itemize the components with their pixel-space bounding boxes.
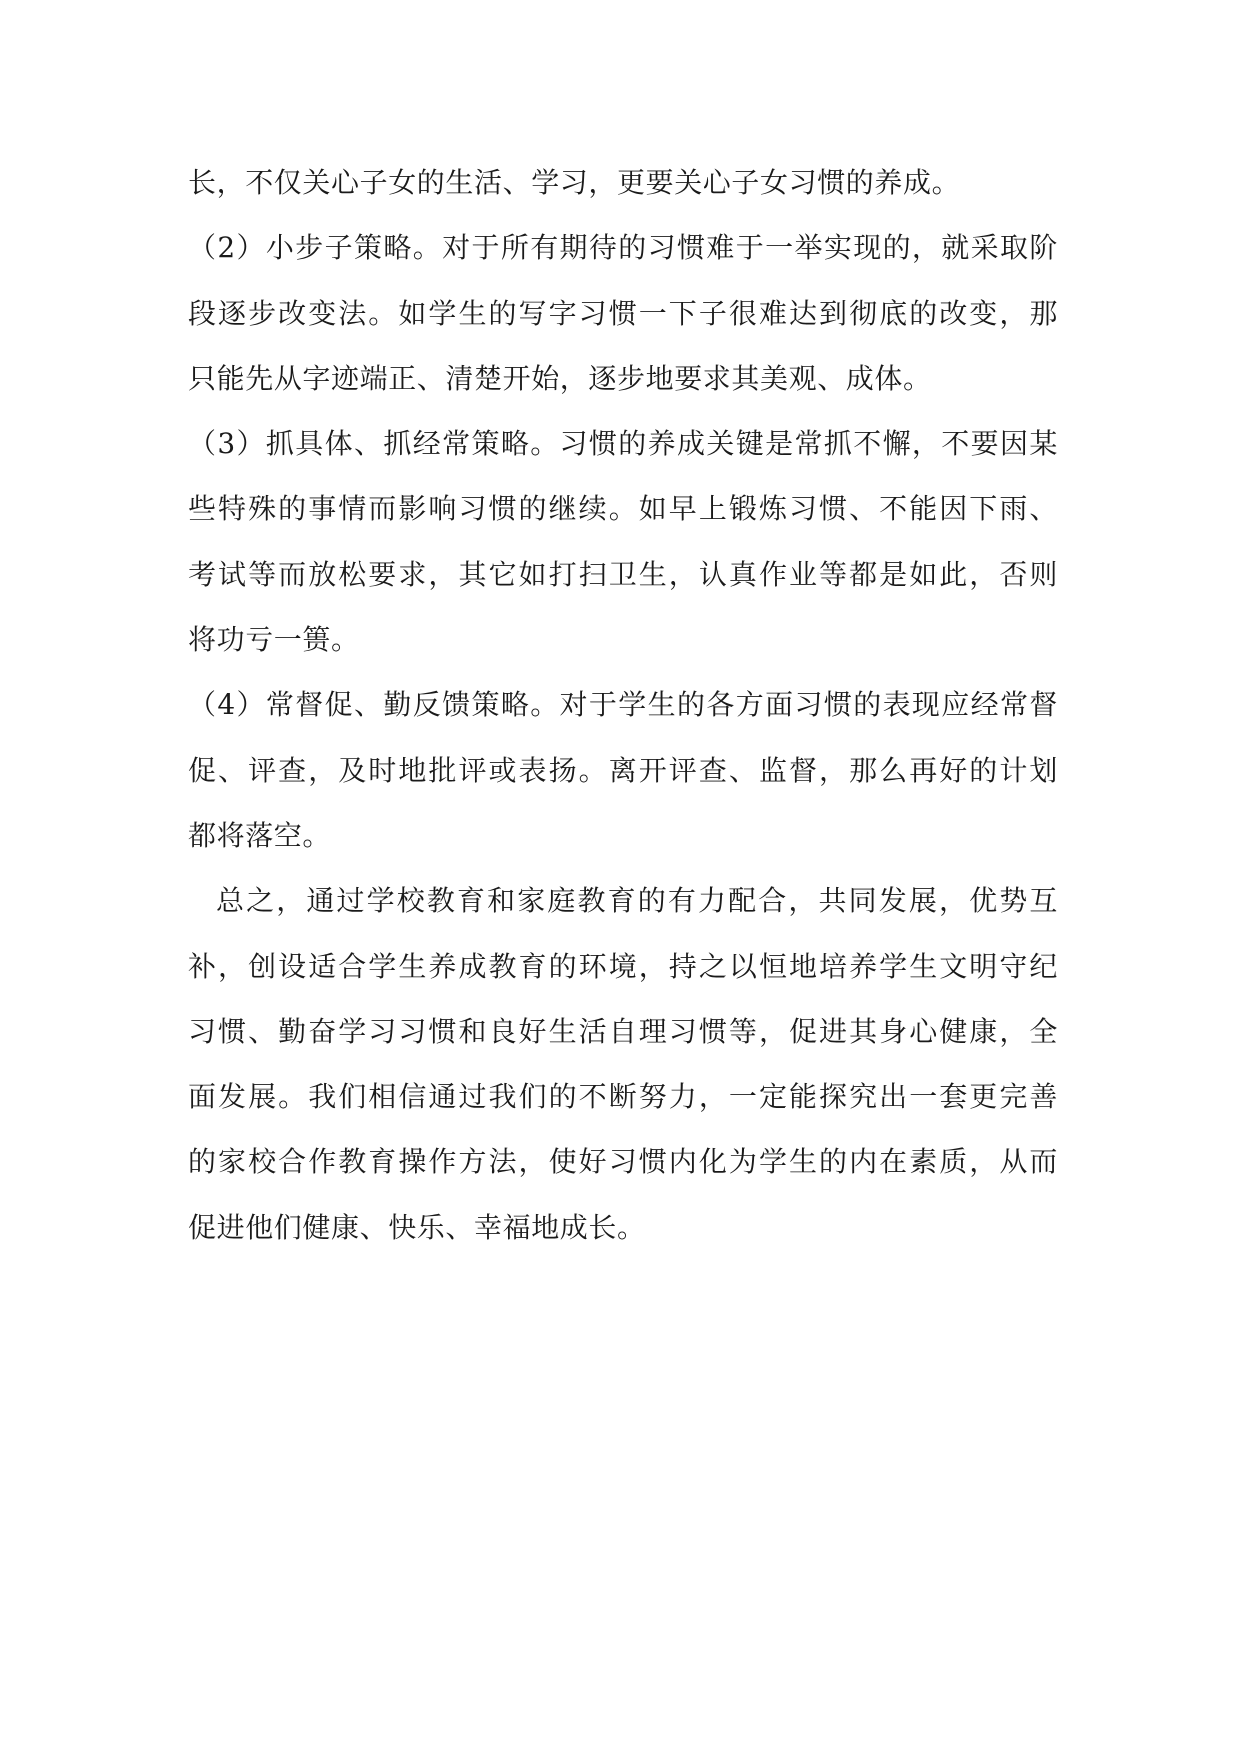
text-line: 习惯、勤奋学习习惯和良好生活自理习惯等，促进其身心健康，全: [188, 1014, 1058, 1048]
text-line: 都将落空。: [188, 818, 332, 852]
text-line: （4）常督促、勤反馈策略。对于学生的各方面习惯的表现应经常督: [188, 688, 1058, 722]
body-text: [188, 150, 1058, 1260]
text-line: 的家校合作教育操作方法，使好习惯内化为学生的内在素质，从而: [188, 1145, 1058, 1179]
text-line: 将功亏一篑。: [188, 623, 360, 657]
text-line: 段逐步改变法。如学生的写字习惯一下子很难达到彻底的改变，那: [188, 296, 1058, 330]
text-line: 长，不仅关心子女的生活、学习，更要关心子女习惯的养成。: [188, 166, 961, 199]
text-line: 补，创设适合学生养成教育的环境，持之以恒地培养学生文明守纪: [188, 949, 1058, 983]
text-line: 总之，通过学校教育和家庭教育的有力配合，共同发展，优势互: [216, 884, 1058, 918]
text-line: 些特殊的事情而影响习惯的继续。如早上锻炼习惯、不能因下雨、: [188, 492, 1058, 526]
text-line: 促、评查，及时地批评或表扬。离开评查、监督，那么再好的计划: [188, 753, 1058, 787]
text-line: 促进他们健康、快乐、幸福地成长。: [188, 1210, 646, 1244]
text-line: 只能先从字迹端正、清楚开始，逐步地要求其美观、成体。: [188, 361, 932, 395]
text-line: （3）抓具体、抓经常策略。习惯的养成关键是常抓不懈，不要因某: [188, 427, 1058, 461]
text-line: 考试等而放松要求，其它如打扫卫生，认真作业等都是如此，否则: [188, 557, 1058, 591]
text-line: 面发展。我们相信通过我们的不断努力，一定能探究出一套更完善: [188, 1080, 1058, 1114]
text-line: （2）小步子策略。对于所有期待的习惯难于一举实现的，就采取阶: [188, 231, 1058, 265]
